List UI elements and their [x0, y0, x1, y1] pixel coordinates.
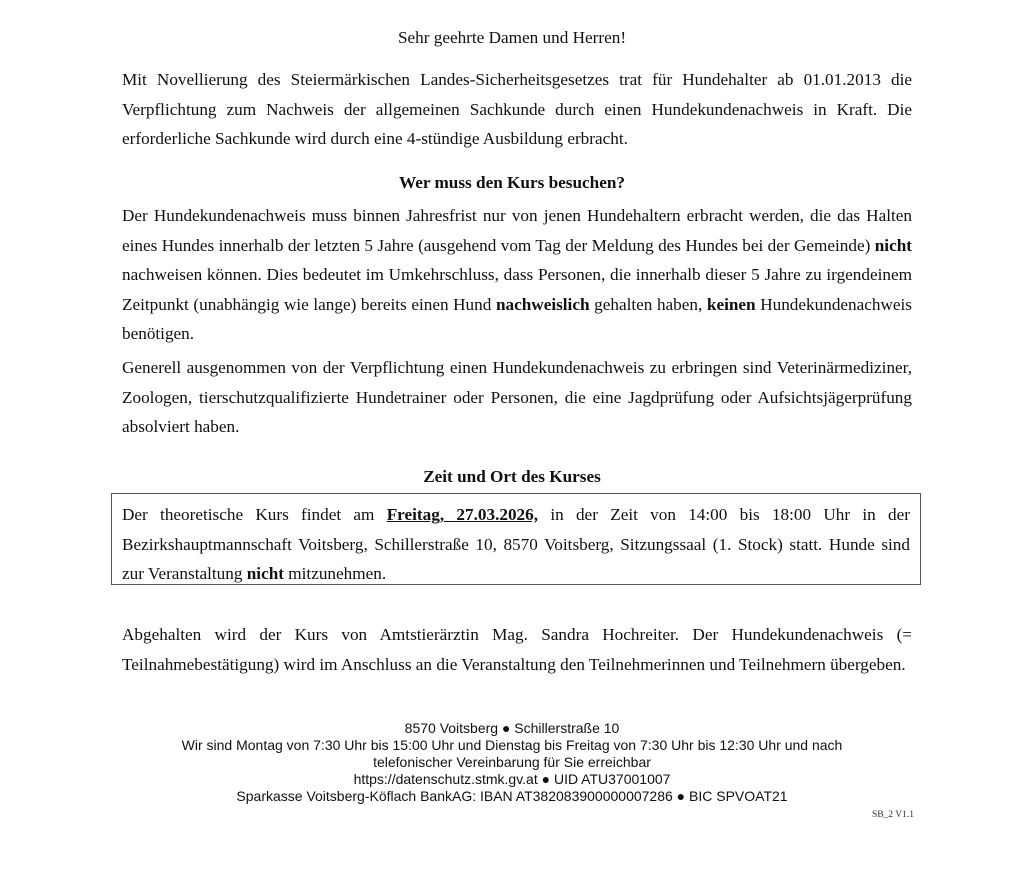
course-date: Freitag, 27.03.2026, — [386, 505, 539, 524]
course-info-text — [122, 500, 910, 589]
box-text-2: in der Zeit von 14:00 bis 18:00 Uhr in der Bezirkshauptmannschaft Voitsberg, Schillerstraße 10, 8570 Voitsberg, Sitzungssaal (1. Stock) statt. Hunde sind zur Veranstaltung — [122, 505, 910, 583]
exemptions-text: Generell ausgenommen von der Verpflichtung einen Hundekundenachweis zu erbringen sind Veterinärmediziner, Zoologen, tierschutzqualifizierte Hundetrainer oder Personen, die eine Jagdprüfung oder Aufsichtsjägerprüfung absolviert haben. — [122, 358, 912, 436]
who-paragraph-1 — [122, 201, 912, 349]
footer-hours-line-1: Wir sind Montag von 7:30 Uhr bis 15:00 Uhr und Dienstag bis Freitag von 7:30 Uhr bis 12:30 Uhr und nach — [181, 737, 843, 753]
emphasis-nicht: nicht — [874, 235, 912, 255]
who-paragraph-2 — [122, 353, 912, 442]
closing-text: Abgehalten wird der Kurs von Amtstierärztin Mag. Sandra Hochreiter. Der Hundekundenachweis (= Teilnahmebestätigung) wird im Anschluss an die Veranstaltung den Teilnehmerinnen und Teilnehmern übergeben. — [122, 625, 912, 674]
heading-who: Wer muss den Kurs besuchen? — [398, 173, 626, 192]
who-text-2: nachweisen können. Dies bedeutet im Umkehrschluss, dass Personen, die innerhalb dieser 5 Jahre zu irgendeinem Zeitpunkt (unabhängig wie lange) bereits einen Hund — [122, 265, 912, 314]
emphasis-nicht-dogs: nicht — [246, 564, 284, 583]
who-text-3: gehalten haben, — [589, 294, 707, 314]
salutation: Sehr geehrte Damen und Herren! — [397, 28, 627, 47]
box-text-3: mitzunehmen. — [283, 564, 387, 583]
footer-address: 8570 Voitsberg ● Schillerstraße 10 — [404, 720, 620, 736]
footer-privacy-link[interactable]: https://datenschutz.stmk.gv.at ● UID ATU37001007 — [353, 771, 671, 787]
closing-paragraph — [122, 620, 912, 679]
who-text-1: Der Hundekundenachweis muss binnen Jahresfrist nur von jenen Hundehaltern erbracht werden, die das Halten eines Hundes innerhalb der letzten 5 Jahre (ausgehend vom Tag der Meldung des Hundes bei der Gemeinde) — [122, 206, 912, 255]
emphasis-keinen: keinen — [706, 294, 756, 314]
course-info-box — [111, 493, 921, 585]
footer-hours-line-2: telefonischer Vereinbarung für Sie erreichbar — [373, 754, 651, 770]
footer-bank-details: Sparkasse Voitsberg-Köflach BankAG: IBAN AT382083900000007286 ● BIC SPVOAT21 — [236, 788, 788, 804]
emphasis-nachweislich: nachweislich — [495, 294, 590, 314]
document-version: SB_2 V1.1 — [871, 810, 914, 820]
who-text-4: Hundekundenachweis benötigen. — [122, 294, 912, 343]
box-text-1: Der theoretische Kurs findet am — [122, 505, 387, 524]
intro-paragraph — [122, 65, 912, 154]
heading-when: Zeit und Ort des Kurses — [423, 467, 601, 486]
intro-text: Mit Novellierung des Steiermärkischen Landes-Sicherheitsgesetzes trat für Hundehalter ab 01.01.2013 die Verpflichtung zum Nachweis der allgemeinen Sachkunde durch einen Hundekundenachweis in Kraft. Die erforderliche Sachkunde wird durch eine 4-stündige Ausbildung erbracht. — [122, 70, 912, 148]
